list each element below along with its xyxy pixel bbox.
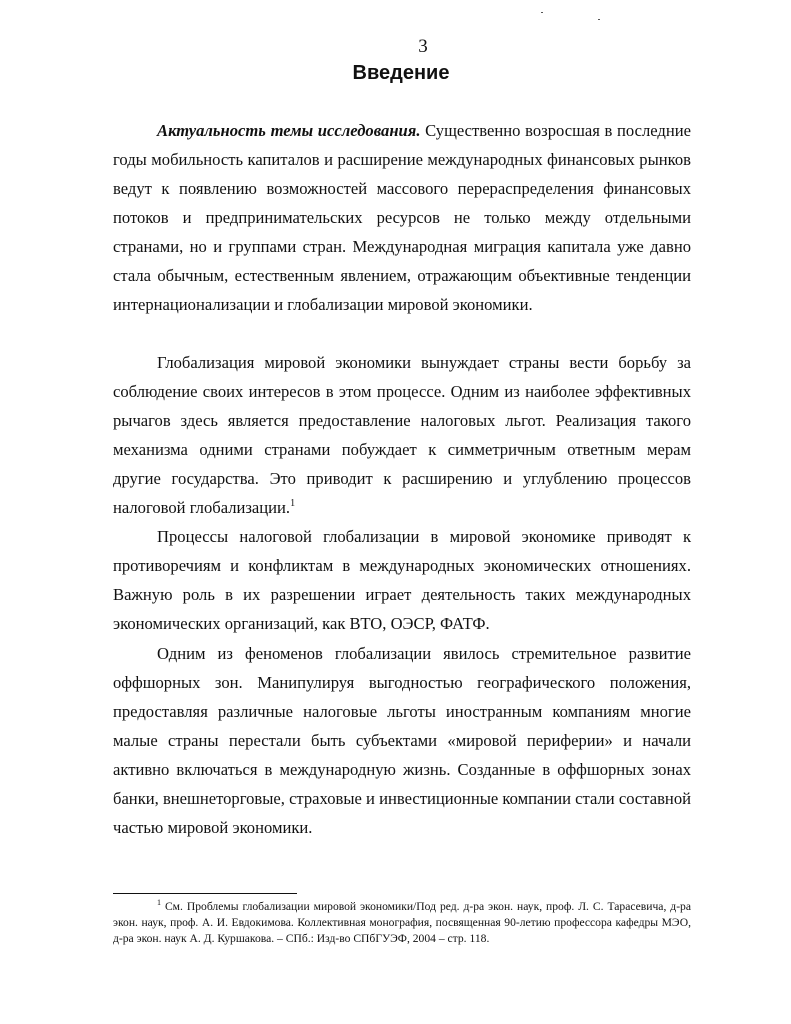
paragraph-tax-globalization bbox=[113, 522, 691, 638]
footnote-marker: 1 bbox=[157, 898, 161, 907]
paragraph-text: Одним из феноменов глобализации явилось стремительное развитие оффшорных зон. Манипулируя выгодностью географического положения, предоставляя различные налоговые льготы иностранным компаниям многие малые страны перестали быть субъектами «мировой периферии» и начали активно включаться в международную жизнь. Созданные в оффшорных зонах банки, внешнеторговые, страховые и инвестиционные компании стали составной частью мировой экономики. bbox=[113, 644, 691, 837]
page-title: Введение bbox=[352, 62, 450, 84]
paragraph-lead-heading: Актуальность темы исследования. bbox=[157, 121, 421, 140]
footnote-text: См. Проблемы глобализации мировой экономики/Под ред. д-ра экон. наук, проф. Л. С. Тарасевича, д-ра экон. наук, проф. А. И. Евдокимова. Коллективная монография, посвященная 90-летию профессора кафедры МЭО, д-ра экон. наук А. Д. Куршакова. – СПб.: Изд-во СПбГУЭФ, 2004 – стр. 118. bbox=[113, 900, 691, 945]
paragraph-globalization bbox=[113, 348, 691, 522]
paragraph-text: Существенно возросшая в последние годы мобильность капиталов и расширение международных финансовых рынков ведут к появлению возможностей массового перераспределения финансовых потоков и предпринимательских ресурсов не только между отдельными странами, но и группами стран. Международная миграция капитала уже давно стала обычным, естественным явлением, отражающим объективные тенденции интернационализации и глобализации мировой экономики. bbox=[113, 121, 691, 314]
page-number: 3 bbox=[418, 36, 428, 57]
paragraph-relevance bbox=[113, 116, 691, 319]
paragraph-text: Процессы налоговой глобализации в мировой экономике приводят к противоречиям и конфликтам в международных экономических отношениях. Важную роль в их разрешении играет деятельность таких международных экономических организаций, как ВТО, ОЭСР, ФАТФ. bbox=[113, 527, 691, 633]
footnote-reference[interactable]: 1 bbox=[290, 498, 296, 509]
footnote-divider bbox=[113, 893, 297, 894]
scan-speck bbox=[541, 12, 543, 13]
scan-speck bbox=[598, 19, 600, 20]
paragraph-offshore-zones bbox=[113, 639, 691, 842]
paragraph-text: Глобализация мировой экономики вынуждает страны вести борьбу за соблюдение своих интересов в этом процессе. Одним из наиболее эффективных рычагов здесь является предоставление налоговых льгот. Реализация такого механизма одними странами побуждает к симметричным ответным мерам другие государства. Это приводит к расширению и углублению процессов налоговой глобализации. bbox=[113, 353, 691, 517]
footnote bbox=[113, 899, 691, 947]
